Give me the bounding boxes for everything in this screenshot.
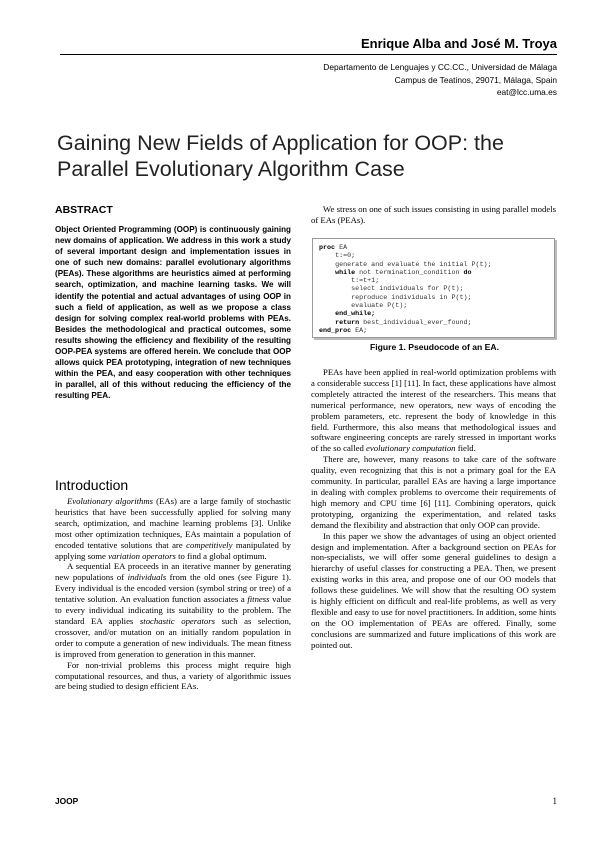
code-line	[319, 310, 548, 318]
right-intro-paragraph	[311, 204, 556, 226]
code-line: reproduce individuals in P(t);	[351, 293, 472, 302]
page-number: 1	[552, 796, 557, 806]
right-column-body	[311, 367, 556, 651]
code-keyword: proc	[319, 244, 336, 252]
code-line: proc EA	[319, 244, 348, 252]
intro-paragraph-3: For non-trivial problems this process might require high computational resources, and thus, a variety of algorithmic issues are being studied to design efficient EAs.	[55, 659, 291, 692]
code-line: evaluate P(t);	[351, 302, 408, 311]
journal-name: JOOP	[55, 796, 79, 806]
code-line: t:=t+1;	[351, 277, 380, 286]
figure-caption: Figure 1. Pseudocode of an EA.	[370, 342, 499, 352]
abstract-heading: ABSTRACT	[55, 204, 113, 216]
affiliation-line-1: Departamento de Lenguajes y CC.CC., Universidad de Málaga	[323, 62, 557, 72]
code-keyword: end_proc	[319, 326, 352, 335]
code-line: t:=0;	[335, 252, 356, 261]
author-email: eat@lcc.uma.es	[496, 87, 557, 97]
term-fitness: fitness	[247, 594, 270, 605]
code-keyword: return	[335, 318, 360, 327]
affiliation-block	[323, 61, 557, 99]
right-paragraph-2: There are, however, many reasons to take care of the software quality, even recognizing that this is not a primary goal for the EA community. In particular, parallel EAs are having a large importance in dealing with complex problems to overcome their requirements of high memory and CPU time [6] [11]. Combining operators, quick prototyping, organizing the experimentation, and related tasks demand the flexibility and abstraction that only OOP can provide.	[311, 454, 556, 530]
abstract-text: Object Oriented Programming (OOP) is continuously gaining new domains of application. We address in this work a study of several important design and implementation issues in one of such new domains: parallel evolutionary algorithms (PEAs). These algorithms are heuristics aimed at performing search, optimization, and machine learning tasks. We will identify the potential and actual advantages of using OOP in such a field of application, as well as we propose a class design for solving complex real-world problems with PEAs. Besides the methodological and practical outcomes, some results showing the efficiency and flexibility of the resulting OOP-PEA systems are offered herein. We conclude that OOP allows quick PEA prototyping, integration of new techniques within the PEA, and easy cooperation with other techniques in parallel, all of this without reducing the efficiency of the resulting PEA.	[55, 225, 291, 401]
introduction-body	[55, 496, 291, 692]
code-line: generate and evaluate the initial P(t);	[335, 260, 492, 269]
term-variation-operators: variation operators	[108, 550, 176, 561]
code-keyword: do	[463, 268, 472, 277]
code-line: select individuals for P(t);	[351, 285, 464, 294]
right-paragraph-0: We stress on one of such issues consisting in using parallel models of EAs (PEAs).	[311, 204, 556, 225]
code-line: return best_individual_ever_found;	[335, 318, 472, 327]
intro-paragraph-2: A sequential EA proceeds in an iterative manner by generating new populations of individuals from the old ones (see Figure 1). Every individual is the encoded version (symbol string or tree) of a tentative solution. An evaluation function associates a fitness value to every individual indicating its suitability to the problem. The standard EA applies stochastic operators such as selection, crossover, and/or mutation on an initially random population in order to compute a generation of new individuals. The mean fitness is improved from generation to generation in this manner.	[55, 561, 291, 659]
term-stochastic-operators: stochastic operators	[139, 615, 216, 626]
right-paragraph-1: PEAs have been applied in real-world optimization problems with a considerable success [1] [11]. In fact, these applications have almost completely attracted the interest of the researchers. This means that numerical performance, new operators, new ways of encoding the problem parameters, etc. represent the body of knowledge in this field. Furthermore, this also means that methodological issues and software engineering concepts are rarely stressed in important works of the so called evolutionary computation field.	[311, 367, 556, 454]
term-evolutionary-computation: evolutionary computation	[366, 443, 456, 454]
term-individuals: individuals	[127, 572, 167, 583]
code-keyword: end_while;	[335, 310, 376, 319]
intro-paragraph-1: Evolutionary algorithms (EAs) are a large family of stochastic heuristics that have been successfully applied for solving many search, optimization, and machine learning problems [3]. Unlike most other optimization techniques, EAs maintain a population of encoded tentative solutions that are competitively manipulated by applying some variation operators to find a global optimum.	[55, 496, 291, 561]
term-competitively: competitively	[186, 539, 233, 550]
code-line: end_proc EA;	[319, 326, 368, 335]
author-names: Enrique Alba and José M. Troya	[360, 36, 557, 51]
introduction-heading: Introduction	[55, 477, 129, 493]
code-keyword: while	[335, 268, 356, 277]
paper-title: Gaining New Fields of Application for OOP: the Parallel Evolutionary Algorithm Case	[57, 131, 504, 181]
affiliation-line-2: Campus de Teatinos, 29071, Málaga, Spain	[394, 74, 557, 85]
header-rule	[60, 54, 557, 55]
code-line: while not termination_condition do	[335, 268, 472, 277]
right-paragraph-3: In this paper we show the advantages of using an object oriented design and implementation. After a background section on PEAs for non-specialists, we will offer some general guidelines to design a hierarchy of useful classes for constructing a PEA. Then, we present existing works in this area, and propose one of our OO models that follows these guidelines. We will show that the resulting OO system is highly efficient on difficult and real-life problems, as well as very flexible and easy to use for novel practitioners. In addition, some hints on the OO implementation of PEAs are offered. Finally, some conclusions are summarized and future implications of this work are pointed out.	[311, 530, 556, 650]
pseudocode-figure	[312, 238, 555, 338]
term-evolutionary-algorithms: Evolutionary algorithms	[67, 496, 154, 506]
